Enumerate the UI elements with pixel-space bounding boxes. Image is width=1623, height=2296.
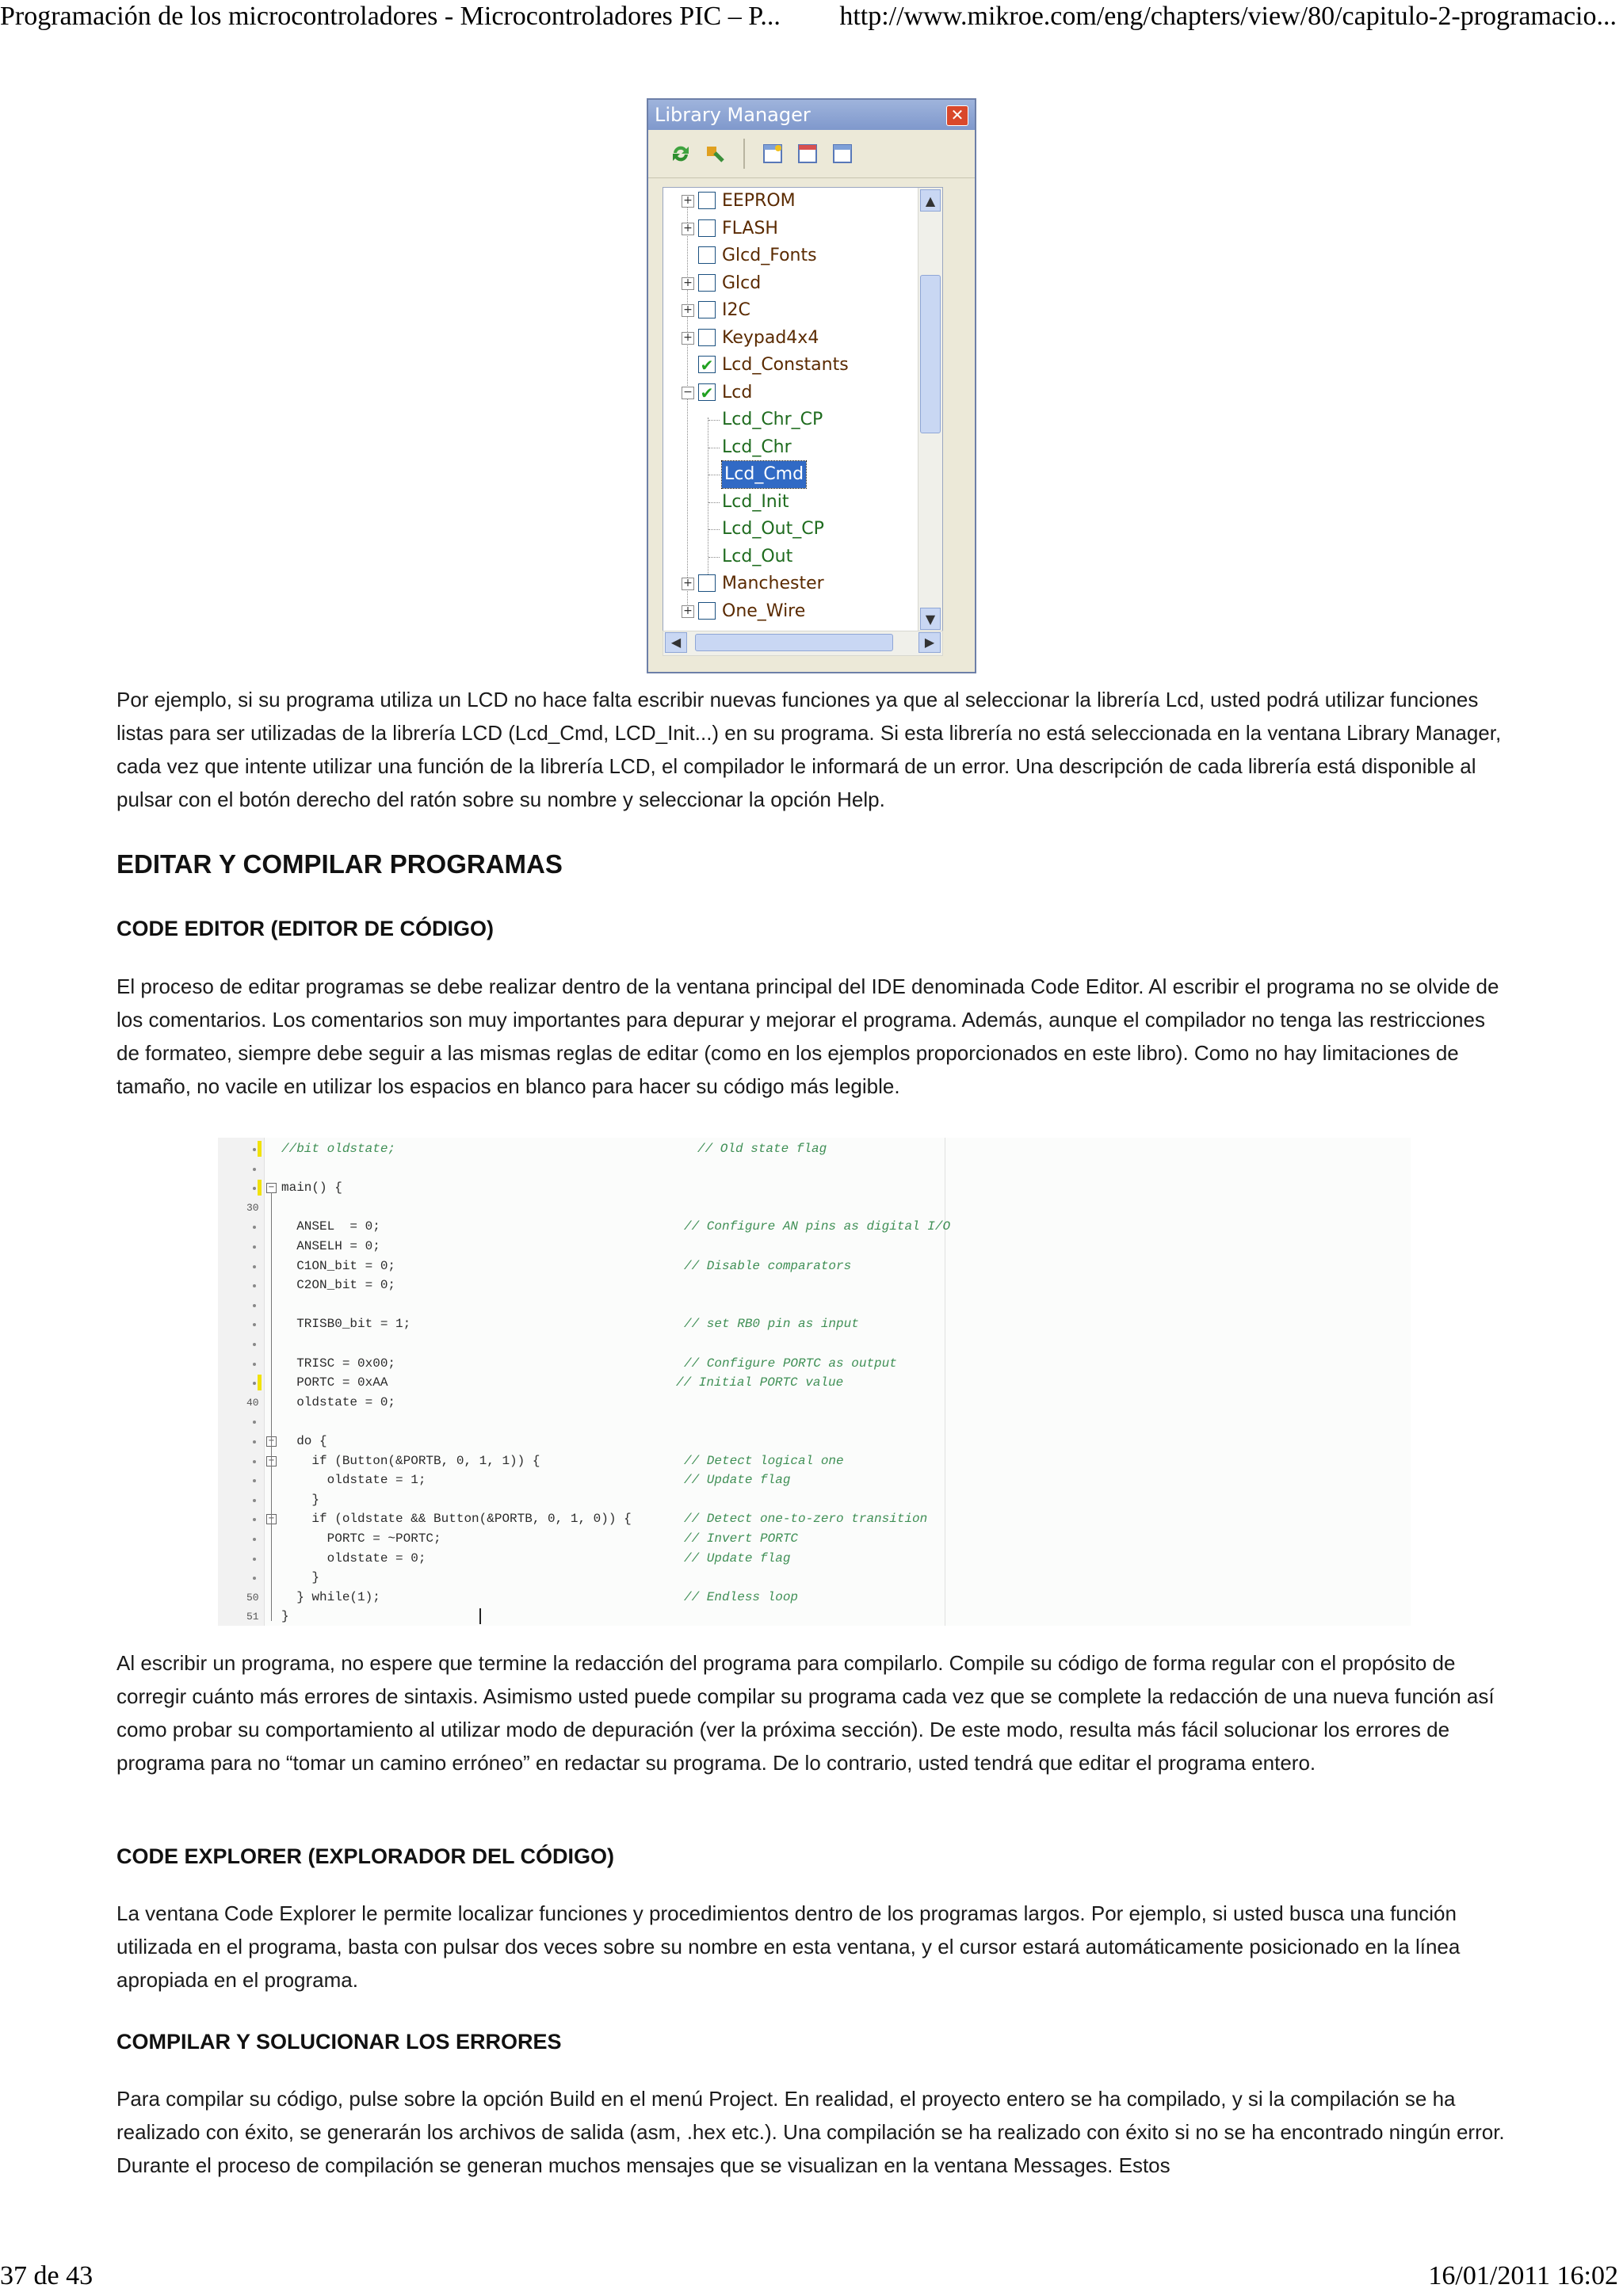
library-function-label[interactable]: Lcd_Chr <box>722 437 792 457</box>
code-comment: // Initial PORTC value <box>676 1375 844 1390</box>
library-tree-item[interactable] <box>663 598 917 625</box>
code-comment: // Update flag <box>684 1550 791 1566</box>
code-comment: // set RB0 pin as input <box>684 1317 859 1332</box>
library-checkbox[interactable] <box>698 246 716 264</box>
paragraph: El proceso de editar programas se debe realizar dentro de la ventana principal del IDE denominada Code Editor. Al escribir el programa no se olvide de los comentarios. Los comentarios son muy importantes para depurar y mejorar el programa. Además, aunque el compilador no tenga las restricciones de formateo, siempre debe seguir a las mismas reglas de editar (como en los ejemplos proporcionados en este libro). Como no hay limitaciones de tamaño, no vacile en utilizar los espacios en blanco para hacer su código más legible. <box>116 974 1499 1098</box>
code-comment: // Detect one-to-zero transition <box>684 1512 928 1527</box>
tree-connector <box>708 557 720 558</box>
paragraph: Por ejemplo, si su programa utiliza un LCD no hace falta escribir nuevas funciones ya que al seleccionar la librería Lcd, usted podrá utilizar funciones listas para ser utilizadas de la librería LCD (Lcd_Cmd, LCD_Init...) en su programa. Si esta librería no está seleccionada en la ventana Library Manager, cada vez que intente utilizar una función de la librería LCD, el compilador le informará de un error. Una descripción de cada librería está disponible al pulsar con el botón derecho del ratón sobre su nombre y seleccionar la opción Help. <box>116 688 1502 811</box>
library-tree-item[interactable] <box>663 489 917 516</box>
library-tree-label[interactable]: One_Wire <box>722 601 806 621</box>
fold-toggle-icon[interactable]: − <box>266 1514 277 1524</box>
library-tree-item[interactable] <box>663 215 917 242</box>
line-marker <box>253 1168 256 1171</box>
page-header-url[interactable]: http://www.mikroe.com/eng/chapters/view/80/capitulo-2-programacio... <box>839 2 1617 31</box>
library-tree-item[interactable] <box>663 379 917 406</box>
line-marker <box>253 1343 256 1346</box>
vertical-scrollbar[interactable] <box>918 188 942 631</box>
library-tree-item[interactable] <box>663 188 917 215</box>
line-marker <box>253 1148 256 1151</box>
code-comment: // Disable comparators <box>684 1258 852 1273</box>
library-function-label[interactable]: Lcd_Out_CP <box>722 519 824 539</box>
library-tree <box>663 187 943 632</box>
expand-icon[interactable]: + <box>682 195 694 208</box>
library-checkbox[interactable] <box>698 329 716 346</box>
scroll-up-icon[interactable]: ▲ <box>920 189 941 212</box>
library-checkbox[interactable] <box>698 192 716 209</box>
code-comment: // Update flag <box>684 1473 791 1488</box>
line-marker <box>253 1363 256 1366</box>
code-line: ANSELH = 0; <box>281 1239 380 1253</box>
library-checkbox[interactable] <box>698 274 716 292</box>
library-checkbox[interactable]: ✔ <box>698 356 716 373</box>
library-tree-label[interactable]: Lcd_Constants <box>722 355 849 375</box>
modified-line-marker <box>258 1180 262 1196</box>
library-manager-toolbar <box>648 130 975 178</box>
save-icon[interactable] <box>829 140 856 167</box>
fold-toggle-icon[interactable]: − <box>266 1456 277 1466</box>
fold-toggle-icon[interactable]: − <box>266 1183 277 1193</box>
horizontal-scrollbar[interactable] <box>663 631 943 656</box>
library-checkbox[interactable] <box>698 219 716 237</box>
library-tree-label[interactable]: I2C <box>722 300 750 320</box>
scroll-right-icon[interactable]: ▶ <box>918 632 941 653</box>
code-line: C1ON_bit = 0; <box>281 1258 396 1273</box>
library-function-label[interactable]: Lcd_Out <box>722 546 793 566</box>
scroll-down-icon[interactable]: ▼ <box>920 608 941 630</box>
code-line: if (Button(&PORTB, 0, 1, 1)) { <box>281 1453 540 1468</box>
code-line: oldstate = 0; <box>281 1550 426 1566</box>
open-icon[interactable] <box>794 140 821 167</box>
library-tree-item[interactable] <box>663 297 917 324</box>
modified-line-marker <box>258 1375 262 1390</box>
code-line: oldstate = 1; <box>281 1473 426 1488</box>
scroll-thumb[interactable] <box>695 634 893 651</box>
scroll-left-icon[interactable]: ◀ <box>665 632 687 653</box>
library-tree-label[interactable]: Glcd_Fonts <box>722 246 817 265</box>
code-line: do { <box>281 1434 327 1448</box>
code-comment: // Configure PORTC as output <box>684 1356 897 1371</box>
code-comment: // Endless loop <box>684 1589 799 1604</box>
close-icon[interactable]: ✕ <box>946 105 968 126</box>
code-comment: // Invert PORTC <box>684 1531 799 1546</box>
line-number: 40 <box>246 1396 259 1409</box>
fold-toggle-icon[interactable]: − <box>266 1436 277 1447</box>
fold-guide <box>271 1192 272 1621</box>
code-line: PORTC = ~PORTC; <box>281 1531 441 1546</box>
library-tree-label[interactable]: FLASH <box>722 218 778 238</box>
code-editor-screenshot <box>218 1138 1411 1626</box>
library-tree-item[interactable] <box>663 434 917 461</box>
expand-icon[interactable]: + <box>682 332 694 345</box>
line-number: 50 <box>246 1591 259 1604</box>
code-line: } <box>281 1570 320 1585</box>
code-line: ANSEL = 0; <box>281 1219 380 1234</box>
code-line: } <box>281 1609 289 1624</box>
line-marker <box>253 1538 256 1541</box>
library-tree-item[interactable] <box>663 242 917 269</box>
library-tree-item[interactable] <box>663 516 917 543</box>
library-tree-item[interactable] <box>663 461 917 488</box>
library-checkbox[interactable] <box>698 301 716 318</box>
modified-line-marker <box>258 1141 262 1157</box>
expand-icon[interactable]: + <box>682 578 694 590</box>
code-line: } while(1); <box>281 1589 380 1604</box>
code-line: TRISC = 0x00; <box>281 1356 396 1371</box>
library-tree-item[interactable] <box>663 325 917 352</box>
print-timestamp: 16/01/2011 16:02 <box>1428 2261 1618 2290</box>
line-number: 30 <box>246 1201 259 1214</box>
line-marker <box>253 1499 256 1502</box>
line-marker <box>253 1558 256 1561</box>
tree-connector <box>708 529 720 530</box>
line-marker <box>253 1304 256 1307</box>
library-checkbox[interactable]: ✔ <box>698 383 716 401</box>
toolbar-separator <box>743 139 745 169</box>
library-function-label[interactable]: Lcd_Init <box>722 491 789 512</box>
code-line: TRISB0_bit = 1; <box>281 1317 411 1332</box>
line-number: 51 <box>246 1611 259 1623</box>
code-line: C2ON_bit = 0; <box>281 1278 396 1293</box>
code-comment: // Configure AN pins as digital I/O <box>684 1219 951 1234</box>
subsection-heading: COMPILAR Y SOLUCIONAR LOS ERRORES <box>116 2030 562 2054</box>
library-tree-item[interactable] <box>663 352 917 379</box>
library-tree-label[interactable]: Keypad4x4 <box>722 327 819 348</box>
line-marker <box>253 1440 256 1444</box>
scroll-thumb[interactable] <box>920 275 941 433</box>
refresh-icon[interactable] <box>667 140 694 167</box>
line-marker <box>253 1245 256 1249</box>
code-line: oldstate = 0; <box>281 1394 396 1409</box>
library-tree-label[interactable]: Glcd <box>722 273 762 293</box>
page-header-title: Programación de los microcontroladores - Microcontroladores PIC – P... <box>0 2 781 31</box>
code-line: //bit oldstate; <box>281 1142 396 1156</box>
library-tree-item[interactable] <box>663 570 917 597</box>
library-tree-label[interactable]: Lcd <box>722 382 753 402</box>
library-tree-label[interactable]: Manchester <box>722 574 824 593</box>
code-line: PORTC = 0xAA <box>281 1375 388 1390</box>
library-tree-item[interactable] <box>663 543 917 570</box>
code-line: } <box>281 1492 320 1507</box>
expand-icon[interactable]: + <box>682 605 694 618</box>
line-marker <box>253 1460 256 1463</box>
library-tree-item[interactable] <box>663 406 917 433</box>
code-line: if (oldstate && Button(&PORTB, 0, 1, 0)) { <box>281 1512 632 1527</box>
expand-icon[interactable]: + <box>682 304 694 317</box>
filter-icon[interactable] <box>702 140 729 167</box>
library-function-label[interactable]: Lcd_Chr_CP <box>722 410 823 429</box>
paragraph: Al escribir un programa, no espere que termine la redacción del programa para compilarlo. Compile su código de forma regular con el propósito de corregir cuánto más errores de sintaxis. Asimismo usted puede compilar su programa cada vez que se complete la redacción de una nueva función así como probar su comportamiento al utilizar modo de depuración (ver la próxima sección). De este modo, resulta más fácil solucionar los errores de programa para no “tomar un camino erróneo” en redactar su programa. De lo contrario, usted tendrá que editar el programa entero. <box>116 1651 1495 1775</box>
library-function-label[interactable]: Lcd_Cmd <box>722 461 806 488</box>
code-comment: // Old state flag <box>697 1142 827 1156</box>
library-manager-titlebar <box>648 100 975 130</box>
page-number: 37 de 43 <box>0 2261 94 2290</box>
library-checkbox[interactable] <box>698 602 716 620</box>
tree-connector <box>708 420 720 421</box>
line-marker <box>253 1265 256 1268</box>
subsection-heading: CODE EDITOR (EDITOR DE CÓDIGO) <box>116 917 495 940</box>
expand-icon[interactable]: + <box>682 223 694 235</box>
library-manager-title: Library Manager <box>655 104 811 126</box>
library-tree-label[interactable]: EEPROM <box>722 191 796 211</box>
code-comment: // Detect logical one <box>684 1453 844 1468</box>
library-tree-item[interactable] <box>663 270 917 297</box>
expand-icon[interactable]: + <box>682 277 694 290</box>
new-icon[interactable] <box>759 140 786 167</box>
tree-connector <box>708 502 720 503</box>
library-checkbox[interactable] <box>698 574 716 592</box>
subsection-heading: CODE EXPLORER (EXPLORADOR DEL CÓDIGO) <box>116 1844 615 1868</box>
text-cursor <box>479 1608 481 1624</box>
paragraph: La ventana Code Explorer le permite localizar funciones y procedimientos dentro de los programas largos. Por ejemplo, si usted busca una función utilizada en el programa, basta con pulsar dos veces sobre su nombre en esta ventana, y el cursor estará automáticamente posicionado en la línea apropiada en el programa. <box>116 1901 1461 1992</box>
paragraph: Para compilar su código, pulse sobre la opción Build en el menú Project. En realidad, el proyecto entero se ha compilado, y si la compilación se ha realizado con éxito, se generarán los archivos de salida (asm, .hex etc.). Una compilación se ha realizado con éxito si no se ha encontrado ningún error. Durante el proceso de compilación se generan muchos mensajes que se visualizan en la ventana Messages. Estos <box>116 2087 1505 2177</box>
collapse-icon[interactable]: − <box>682 387 694 399</box>
code-line: main() { <box>281 1180 342 1196</box>
library-manager-window <box>647 98 976 673</box>
section-heading: EDITAR Y COMPILAR PROGRAMAS <box>116 849 563 879</box>
